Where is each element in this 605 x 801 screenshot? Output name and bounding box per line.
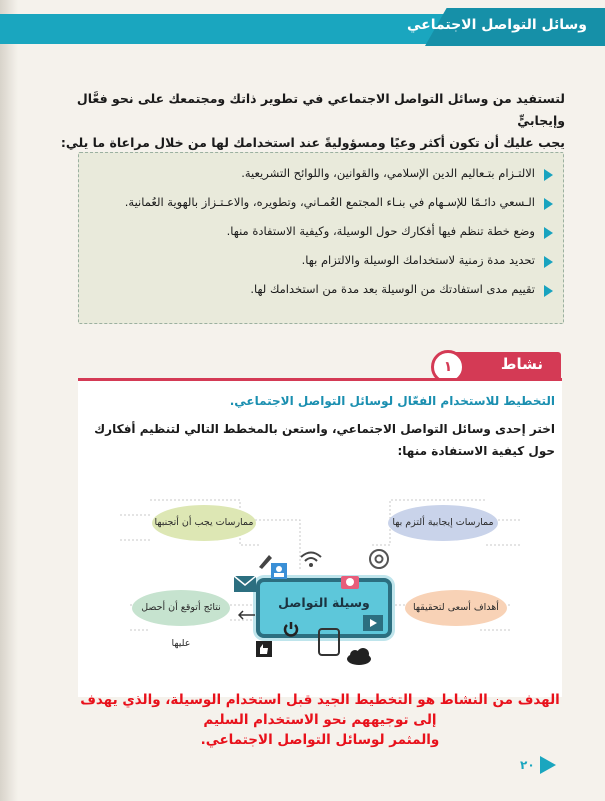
pencil-icon xyxy=(256,552,274,570)
oval-expected-results: نتائج أتوقع أن أحصل عليها xyxy=(132,590,230,626)
intro-line-2: يجب عليك أن تكون أكثر وعيًا ومسؤوليةً عند استخدامك لها من خلال مراعاة ما يلي: xyxy=(60,135,565,150)
arrows-icon xyxy=(238,608,256,622)
activity-title: التخطيط للاستخدام الفعّال لوسائل التواصل الاجتماعي. xyxy=(229,394,555,408)
oval-avoid-practices: ممارسات يجب أن أتجنبها xyxy=(152,505,256,541)
note-line-3: والمثمر لوسائل التواصل الاجتماعي. xyxy=(200,732,440,748)
tablet-icon xyxy=(318,628,340,656)
list-item: الالتـزام بتـعاليم الدين الإسلامي، والقوانين، واللوائح التشريعية. xyxy=(93,166,553,195)
video-icon xyxy=(362,614,384,632)
page-number: ٢٠ xyxy=(520,758,535,772)
power-icon xyxy=(282,620,300,638)
list-item: الـسعي دائـمًا للإسـهام في بنـاء المجتمع العُمـاني، وتطويره، والاعـتـزاز بالهوية العُمانية. xyxy=(93,195,553,224)
page-arrow-icon xyxy=(540,756,556,774)
email-icon xyxy=(233,575,257,593)
section-title: وسائل التواصل الاجتماعي xyxy=(407,17,587,33)
activity-label: نشاط xyxy=(500,355,543,373)
oval-positive-practices: ممارسات إيجابية ألتزم بها xyxy=(388,505,498,541)
activity-instruction: اختر إحدى وسائل التواصل الاجتماعي، واستعن بالمخطط التالي لتنظيم أفكارك حول كيفية الاستفادة منها: xyxy=(94,422,555,458)
intro-line-1: لتستفيد من وسائل التواصل الاجتماعي في تطوير ذاتك ومجتمعك على نحو فعَّال وإيجابيٍّ xyxy=(76,91,565,128)
note-line-1: الهدف من النشاط هو التخطيط الجيد قبل استخدام الوسيلة، والذي يهدف xyxy=(80,692,560,708)
list-item: وضع خطة تنظم فيها أفكارك حول الوسيلة، وكيفية الاستفادة منها. xyxy=(93,224,553,253)
teacher-note xyxy=(78,690,562,750)
activity-number: ١ xyxy=(431,350,465,384)
oval-goals: أهداف أسعى لتحقيقها xyxy=(405,590,507,626)
camera-icon xyxy=(340,572,360,590)
at-sign-icon xyxy=(368,548,390,570)
diagram-center-label: وسيلة التواصل xyxy=(278,595,370,610)
list-item: تقييم مدى استفادتك من الوسيلة بعد مدة من استخدامك لها. xyxy=(93,282,553,311)
note-line-2: إلى توجيههم نحو الاستخدام السليم xyxy=(203,712,437,728)
cloud-icon xyxy=(345,648,373,666)
wifi-icon xyxy=(298,548,324,570)
list-item: تحديد مدة زمنية لاستخدامك الوسيلة والالتزام بها. xyxy=(93,253,553,282)
like-icon xyxy=(255,640,273,658)
